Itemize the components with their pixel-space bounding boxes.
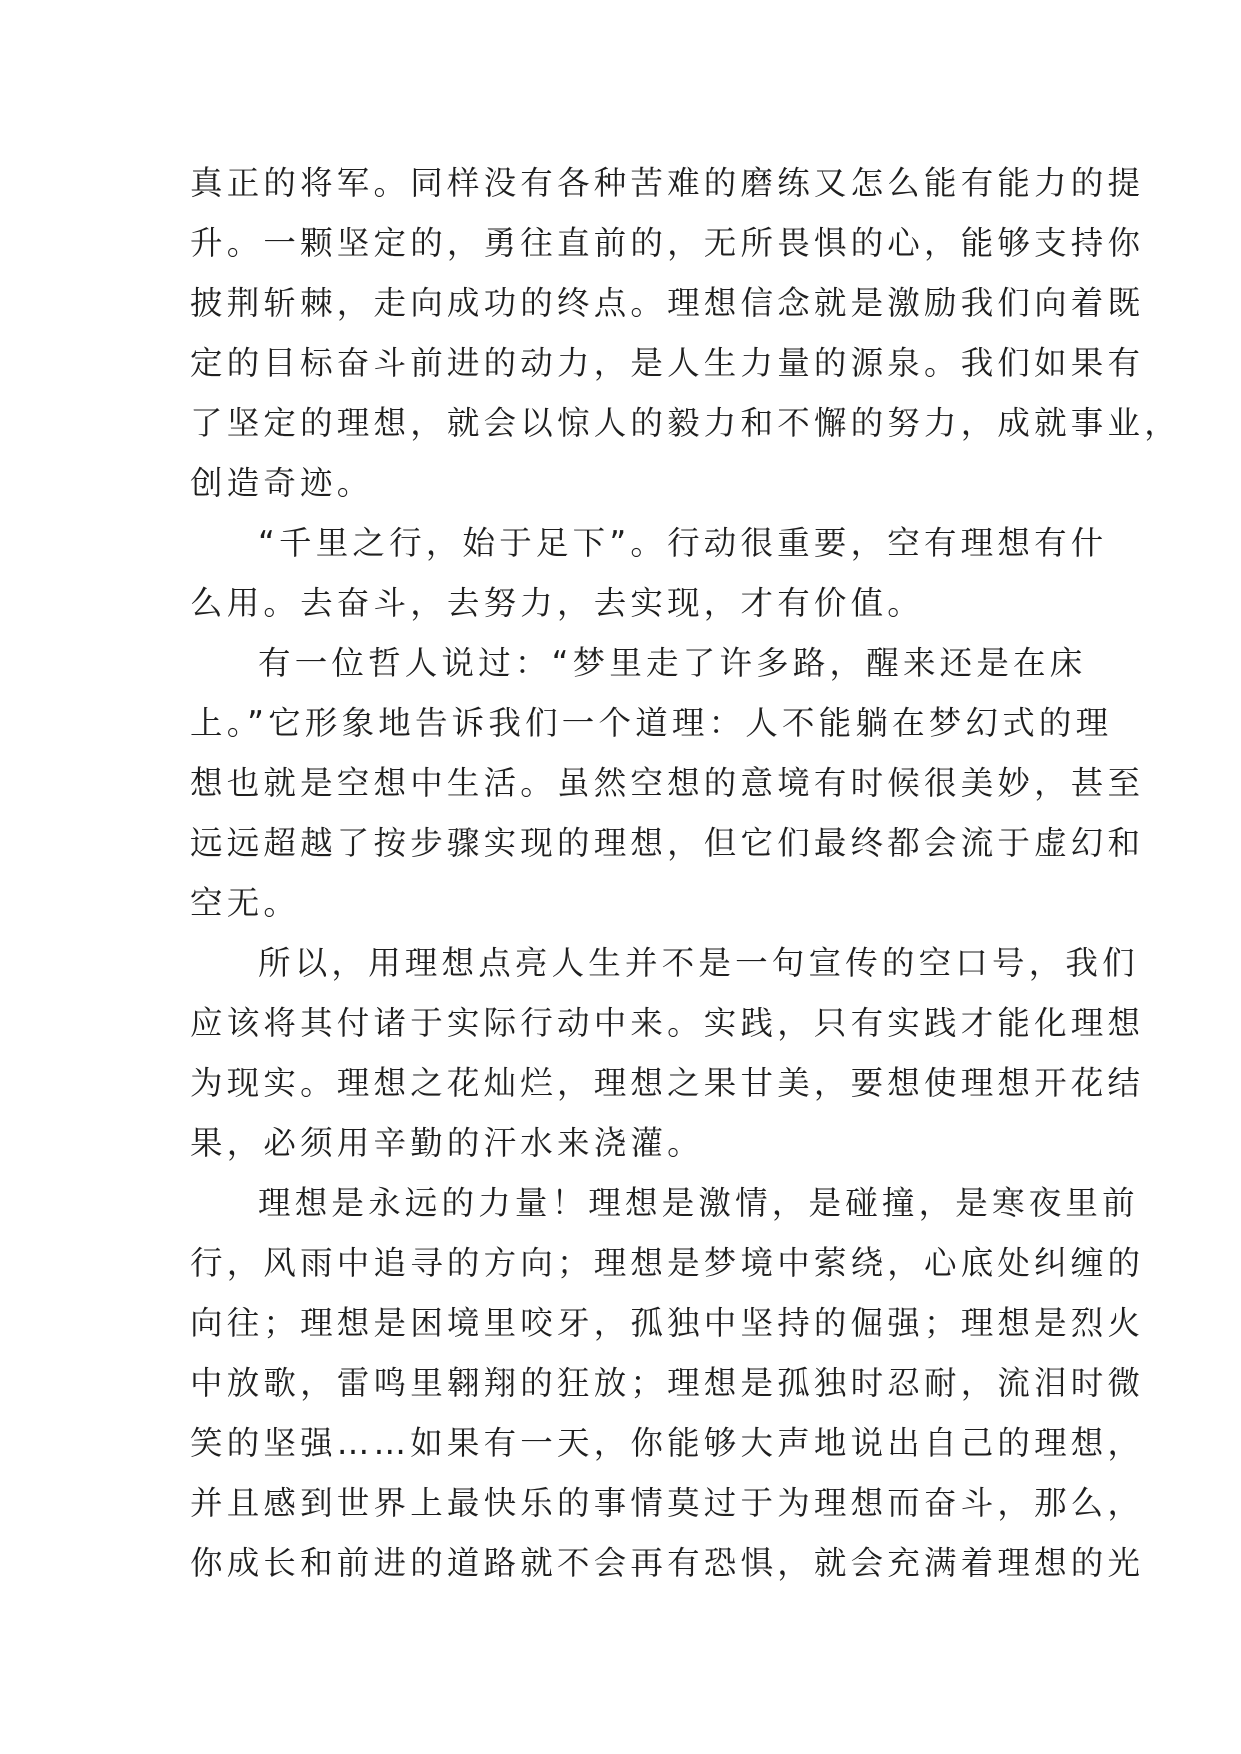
- text-line: 么用。去奋斗，去努力，去实现，才有价值。: [190, 584, 925, 622]
- text-line: 向往；理想是困境里咬牙，孤独中坚持的倔强；理想是烈火: [190, 1304, 1145, 1342]
- text-line: 为现实。理想之花灿烂，理想之果甘美，要想使理想开花结: [190, 1064, 1145, 1102]
- text-line: 定的目标奋斗前进的动力，是人生力量的源泉。我们如果有: [190, 344, 1145, 382]
- paragraph-1: [190, 153, 1181, 513]
- essay-body: [190, 153, 1181, 1593]
- text-line: 空无。: [190, 884, 301, 922]
- text-line: 所以，用理想点亮人生并不是一句宣传的空口号，我们: [258, 944, 1139, 982]
- paragraph-5: [190, 1173, 1145, 1593]
- text-line: 果，必须用辛勤的汗水来浇灌。: [190, 1124, 704, 1162]
- text-line: 并且感到世界上最快乐的事情莫过于为理想而奋斗，那么，: [190, 1484, 1145, 1522]
- text-line: 有一位哲人说过：“梦里走了许多路，醒来还是在床: [258, 644, 1087, 682]
- text-line: 想也就是空想中生活。虽然空想的意境有时候很美妙，甚至: [190, 764, 1145, 802]
- paragraph-3: [190, 633, 1145, 933]
- paragraph-4: [190, 933, 1145, 1173]
- text-line: 理想是永远的力量！理想是激情，是碰撞，是寒夜里前: [258, 1184, 1139, 1222]
- text-line: 升。一颗坚定的，勇往直前的，无所畏惧的心，能够支持你: [190, 224, 1145, 262]
- text-line: 应该将其付诸于实际行动中来。实践，只有实践才能化理想: [190, 1004, 1145, 1042]
- text-line: 了坚定的理想，就会以惊人的毅力和不懈的努力，成就事业，: [190, 404, 1181, 442]
- text-line: 中放歌，雷鸣里翱翔的狂放；理想是孤独时忍耐，流泪时微: [190, 1364, 1145, 1402]
- text-line: 笑的坚强……如果有一天，你能够大声地说出自己的理想，: [190, 1424, 1145, 1462]
- text-line: 上。”它形象地告诉我们一个道理：人不能躺在梦幻式的理: [190, 704, 1113, 742]
- text-line: “千里之行，始于足下”。行动很重要，空有理想有什: [258, 524, 1108, 562]
- text-line: 你成长和前进的道路就不会再有恐惧，就会充满着理想的光: [190, 1544, 1145, 1582]
- text-line: 行，风雨中追寻的方向；理想是梦境中萦绕，心底处纠缠的: [190, 1244, 1145, 1282]
- text-line: 创造奇迹。: [190, 464, 374, 502]
- text-line: 真正的将军。同样没有各种苦难的磨练又怎么能有能力的提: [190, 164, 1145, 202]
- text-line: 远远超越了按步骤实现的理想，但它们最终都会流于虚幻和: [190, 824, 1145, 862]
- text-line: 披荆斩棘，走向成功的终点。理想信念就是激励我们向着既: [190, 284, 1145, 322]
- paragraph-2: [190, 513, 1108, 633]
